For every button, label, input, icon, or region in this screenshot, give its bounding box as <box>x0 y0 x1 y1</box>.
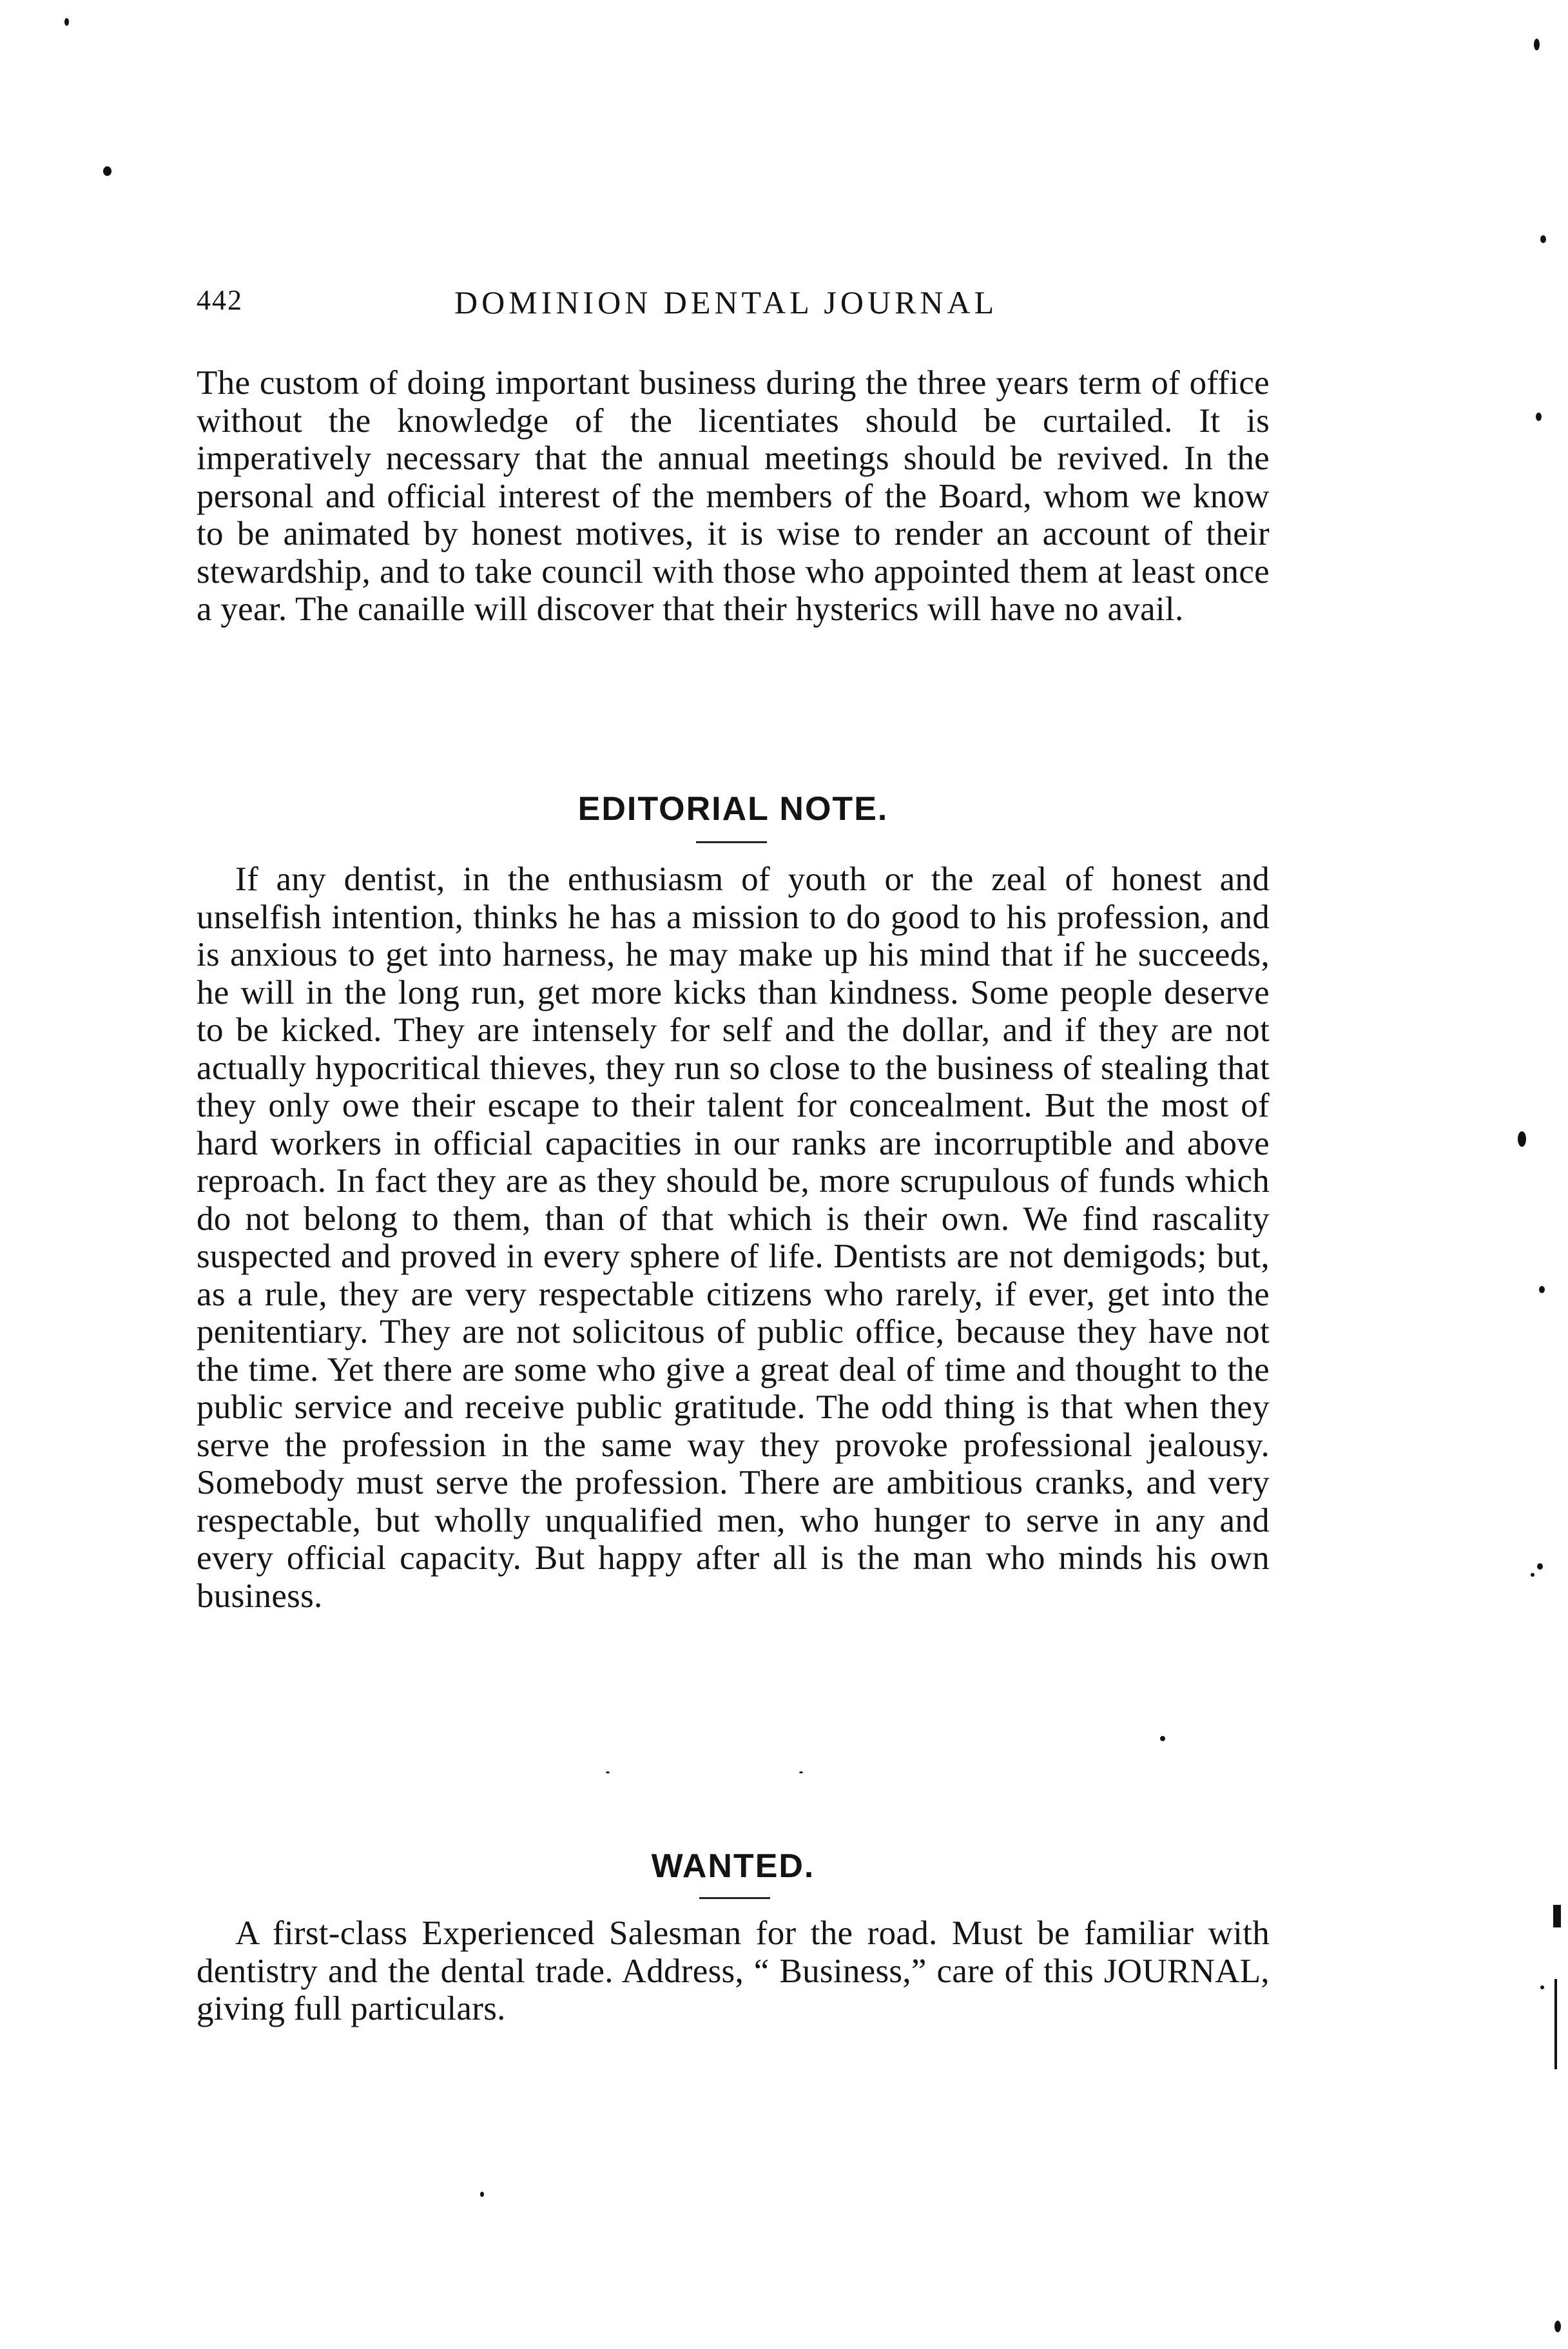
scan-speck <box>1540 235 1546 243</box>
page-number: 442 <box>197 284 243 316</box>
editorial-paragraph: If any dentist, in the enthusiasm of youth or the zeal of honest and unselfish intention, thinks he has a mission to do good to his profession, and is anxious to get into harness, he may make up his mind that if he succeeds, he will in the long run, get more kicks than kindness. Some people deserve to be kicked. They are intensely for self and the dollar, and if they are not actually hypocritical thieves, they run so close to the business of stealing that they only owe their escape to their talent for concealment. But the most of hard workers in official capacities in our ranks are incorruptible and above reproach. In fact they are as they should be, more scrupulous of funds which do not belong to them, than of that which is their own. We find rascality suspected and proved in every sphere of life. Dentists are not demigods; but, as a rule, they are very respectable citizens who rarely, if ever, get into the penitentiary. They are not solicitous of public office, because they have not the time. Yet there are some who give a great deal of time and thought to the public service and receive public gratitude. The odd thing is that when they serve the profession in the same way they provoke professional jealousy. Somebody must serve the profession. There are ambitious cranks, and very respectable, but wholly unqualified men, who hunger to serve in any and every official capacity. But happy after all is the man who minds his own business. <box>197 861 1270 1615</box>
running-head: DOMINION DENTAL JOURNAL <box>454 284 998 320</box>
scan-speck <box>480 2192 484 2197</box>
scan-speck <box>1160 1736 1165 1741</box>
scan-speck <box>1540 1985 1544 1989</box>
scan-speck <box>799 1771 803 1773</box>
scan-speck <box>1539 1286 1545 1293</box>
scan-speck <box>103 166 111 176</box>
editorial-rule <box>696 841 767 843</box>
wanted-rule <box>699 1897 770 1899</box>
edge-mark <box>1554 1979 1557 2069</box>
intro-paragraph: The custom of doing important business during the three years term of office without the knowledge of the licentiates should be curtailed. It is imperatively necessary that the annual meetings should be revived. In the personal and official interest of the members of the Board, whom we know to be animated by honest motives, it is wise to render an account of their stewardship, and to take council with those who appointed them at least once a year. The canaille will discover that their hysterics will have no avail. <box>197 364 1270 628</box>
wanted-paragraph: A first-class Experienced Salesman for the road. Must be familiar with dentistry and the dental trade. Address, “ Business,” care of this JOURNAL, giving full particulars. <box>197 1915 1270 2027</box>
edge-mark <box>1553 1905 1561 1927</box>
wanted-heading: WANTED. <box>651 1847 815 1885</box>
scan-speck <box>1518 1131 1526 1147</box>
scan-speck <box>1531 1573 1534 1577</box>
editorial-heading: EDITORIAL NOTE. <box>577 790 889 828</box>
scan-speck <box>606 1771 610 1773</box>
scan-speck <box>64 18 69 26</box>
scan-speck <box>1536 413 1542 421</box>
scan-speck <box>1534 39 1540 50</box>
scan-speck <box>1554 2321 1561 2332</box>
page-header <box>197 284 1266 322</box>
scan-speck <box>1537 1563 1543 1570</box>
